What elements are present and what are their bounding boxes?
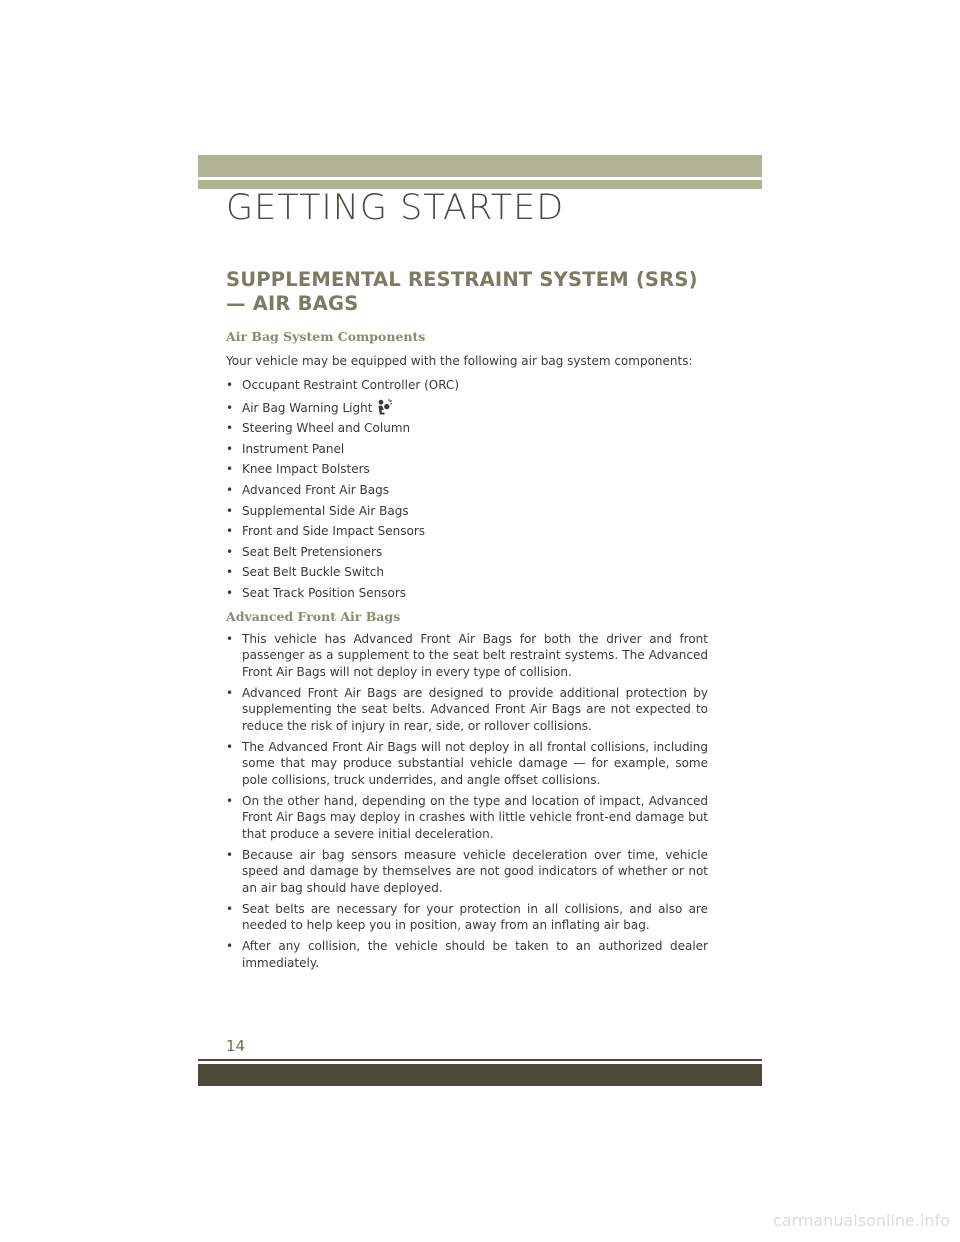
list-item-text: Front and Side Impact Sensors [242,524,426,539]
list-item [226,586,708,600]
list-item [226,524,708,538]
list-item [226,901,708,934]
list-item-text: Seat Belt Buckle Switch [242,565,384,580]
bullet: • [226,585,234,600]
list-item-text: Advanced Front Air Bags are designed to provide additional protection by supplementing the seat belts. Advanced Front Air Bags are not expected to reduce the risk of injury in rear, side, or rollover collisions. [242,685,708,733]
bullet: • [226,685,234,700]
bullet: • [226,939,234,954]
main-heading: SUPPLEMENTAL RESTRAINT SYSTEM (SRS) — AIR BAGS [226,268,698,315]
bullet: • [226,400,234,415]
list-item-text: Seat Track Position Sensors [242,585,407,600]
list-item [226,631,708,681]
list-item-text: Occupant Restraint Controller (ORC) [242,378,459,392]
list-item [226,378,708,392]
bullet: • [226,631,234,646]
list-item-text: Knee Impact Bolsters [242,462,370,477]
list-item [226,462,708,476]
bullet: • [226,421,234,436]
list-item [226,545,708,559]
list-item-text: After any collision, the vehicle should be taken to an authorized dealer immediately. [242,939,708,970]
list-item-text: On the other hand, depending on the type and location of impact, Advanced Front Air Bags may deploy in crashes with little vehicle front-end damage but that produce a severe initial deceleration. [242,793,708,841]
bullet: • [226,524,234,539]
bullet: • [226,482,234,497]
bullet: • [226,462,234,477]
list-item [226,442,708,456]
bullet: • [226,378,234,392]
list-item [226,847,708,897]
list-item-text: Seat Belt Pretensioners [242,544,383,559]
bullet: • [226,793,234,808]
list-item-text: Advanced Front Air Bags [242,482,389,497]
list-item-text: Seat belts are necessary for your protection in all collisions, and also are needed to help keep you in position, away from an inflating air bag. [242,901,708,933]
list-item-text: This vehicle has Advanced Front Air Bags for both the driver and front passenger as a supplement to the seat belt restraint systems. The Advanced Front Air Bags will not deploy in every type of collision. [242,631,708,679]
components-heading: Air Bag System Components [226,329,426,344]
bullet: • [226,901,234,916]
list-item [226,938,708,971]
footer-bar [198,1064,762,1086]
list-item [226,399,708,415]
bullet: • [226,847,234,862]
bullet: • [226,544,234,559]
watermark: carmanualsonline.info [772,1211,950,1230]
advanced-front-list [226,631,708,972]
list-item-text: Instrument Panel [242,441,345,456]
list-item [226,565,708,579]
header-bar [198,155,762,177]
list-item [226,739,708,789]
list-item [226,793,708,843]
list-item-text: Because air bag sensors measure vehicle deceleration over time, vehicle speed and damage by themselves are not good indicators of whether or not an air bag should have deployed. [242,847,708,895]
section-title: GETTING STARTED [226,188,565,228]
bullet: • [226,565,234,580]
list-item-text: Supplemental Side Air Bags [242,503,409,518]
list-item-text: Steering Wheel and Column [242,421,411,436]
bullet: • [226,503,234,518]
advanced-front-heading: Advanced Front Air Bags [226,608,401,624]
list-item [226,504,708,518]
list-item [226,685,708,735]
bullet: • [226,441,234,456]
list-item [226,483,708,497]
list-item [226,421,708,435]
components-intro: Your vehicle may be equipped with the following air bag system components: [226,354,693,368]
list-item-text: Air Bag Warning Light [242,400,373,415]
page-number: 14 [226,1037,246,1055]
air-bag-warning-icon [374,399,392,415]
list-item-text: The Advanced Front Air Bags will not deploy in all frontal collisions, including some that may produce substantial vehicle damage — for example, some pole collisions, truck underrides, and angle offset collisions. [242,739,708,787]
components-list [226,378,708,600]
footer-line [198,1059,762,1061]
page-content [226,268,708,971]
bullet: • [226,739,234,754]
